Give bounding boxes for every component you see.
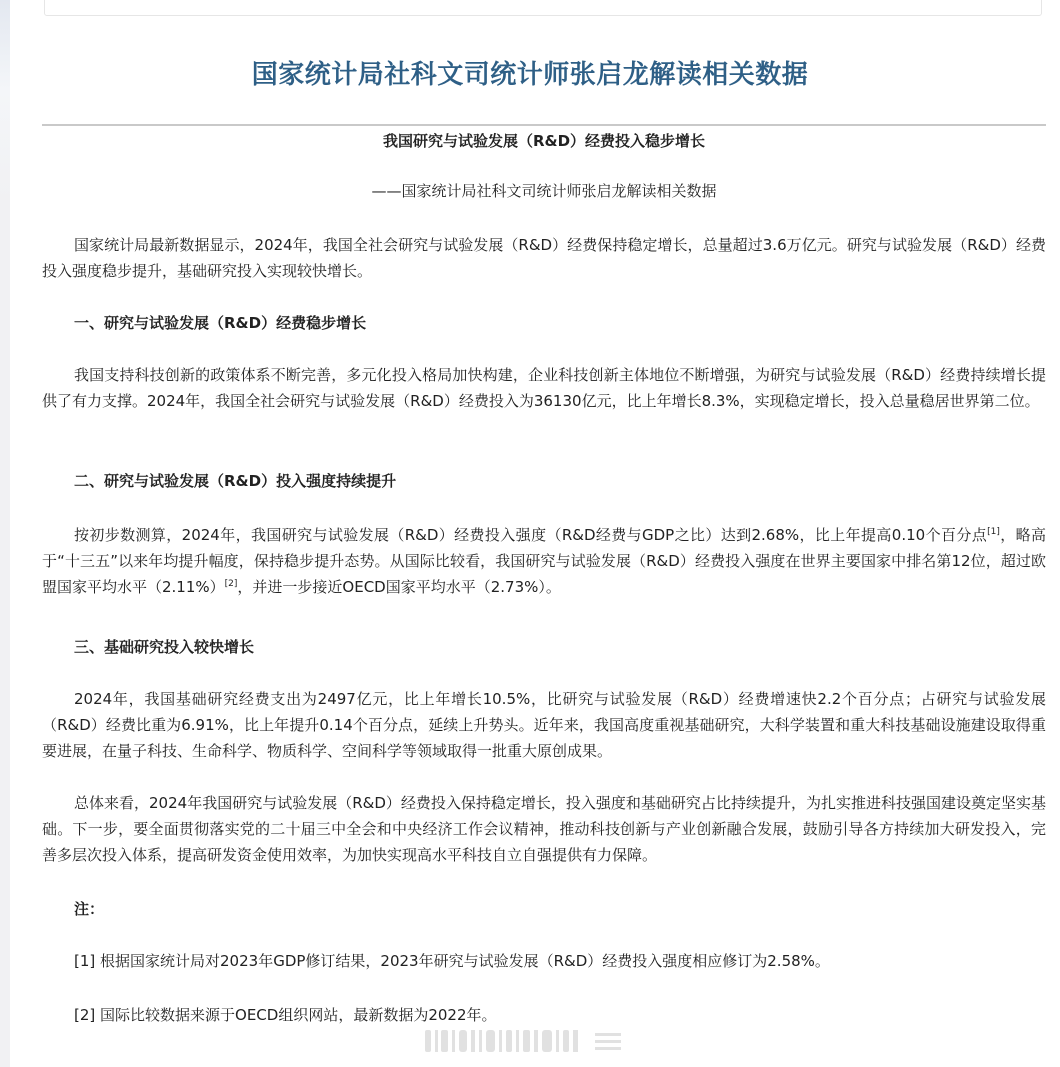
conclusion-paragraph: 总体来看，2024年我国研究与试验发展（R&D）经费投入保持稳定增长，投入强度和基础研究占比持续提升，为扎实推进科技强国建设奠定坚实基础。下一步，要全面贯彻落实党的二十届三中全会和中央经济工作会议精神，推动科技创新与产业创新融合发展，鼓励引导各方持续加大研发投入，完善多层次投入体系，提高研发资金使用效率，为加快实现高水平科技自立自强提供有力保障。: [42, 794, 1046, 864]
article-subtitle: ——国家统计局社科文司统计师张启龙解读相关数据: [371, 182, 717, 200]
title-divider: [42, 124, 1046, 126]
left-gradient-strip: [0, 0, 10, 1067]
note-1: [1] 根据国家统计局对2023年GDP修订结果，2023年研究与试验发展（R&D）经费投入强度相应修订为2.58%。: [74, 952, 830, 970]
notes-label: 注：: [74, 900, 105, 918]
footnote-ref-1[interactable]: [1]: [987, 527, 1000, 537]
section2-text-b: ，略高于“十三五”以来年均提升幅度，保持稳步提升态势。从国际比较看，我国研究与试验发展（R&D）经费投入强度在世界主要国家中排名第12位，超过欧盟国家平均水平（2.11%）: [42, 526, 1046, 596]
note-2: [2] 国际比较数据来源于OECD组织网站，最新数据为2022年。: [74, 1006, 497, 1024]
section1-heading: 一、研究与试验发展（R&D）经费稳步增长: [74, 314, 367, 332]
section2-text-c: ，并进一步接近OECD国家平均水平（2.73%）。: [237, 578, 561, 596]
barcode-watermark-svg: [425, 1027, 635, 1055]
page-title: 国家统计局社科文司统计师张启龙解读相关数据: [251, 60, 809, 91]
section3-paragraph: 2024年，我国基础研究经费支出为2497亿元，比上年增长10.5%，比研究与试验发展（R&D）经费增速快2.2个百分点；占研究与试验发展（R&D）经费比重为6.91%，比上年提升0.14个百分点，延续上升势头。近年来，我国高度重视基础研究，大科学装置和重大科技基础设施建设取得重要进展，在量子科技、生命科学、物质科学、空间科学等领域取得一批重大原创成果。: [42, 690, 1046, 760]
article-page: [10, 0, 1060, 1067]
section2-heading: 二、研究与试验发展（R&D）投入强度持续提升: [74, 472, 397, 490]
section1-paragraph: 我国支持科技创新的政策体系不断完善，多元化投入格局加快构建，企业科技创新主体地位不断增强，为研究与试验发展（R&D）经费持续增长提供了有力支撑。2024年，我国全社会研究与试验发展（R&D）经费投入为36130亿元，比上年增长8.3%，实现稳定增长，投入总量稳居世界第二位。: [42, 366, 1046, 410]
intro-paragraph: 国家统计局最新数据显示，2024年，我国全社会研究与试验发展（R&D）经费保持稳定增长，总量超过3.6万亿元。研究与试验发展（R&D）经费投入强度稳步提升，基础研究投入实现较快增长。: [42, 236, 1046, 280]
footnote-ref-2[interactable]: [2]: [224, 579, 238, 589]
section3-heading: 三、基础研究投入较快增长: [74, 638, 255, 656]
article-title: 我国研究与试验发展（R&D）经费投入稳步增长: [382, 132, 706, 150]
top-box: [44, 0, 1042, 16]
section2-text-a: 按初步数测算，2024年，我国研究与试验发展（R&D）经费投入强度（R&D经费与GDP之比）达到2.68%，比上年提高0.10个百分点: [74, 526, 988, 544]
barcode-watermark-icon: [10, 1027, 1050, 1059]
section2-paragraph: [42, 522, 1046, 600]
